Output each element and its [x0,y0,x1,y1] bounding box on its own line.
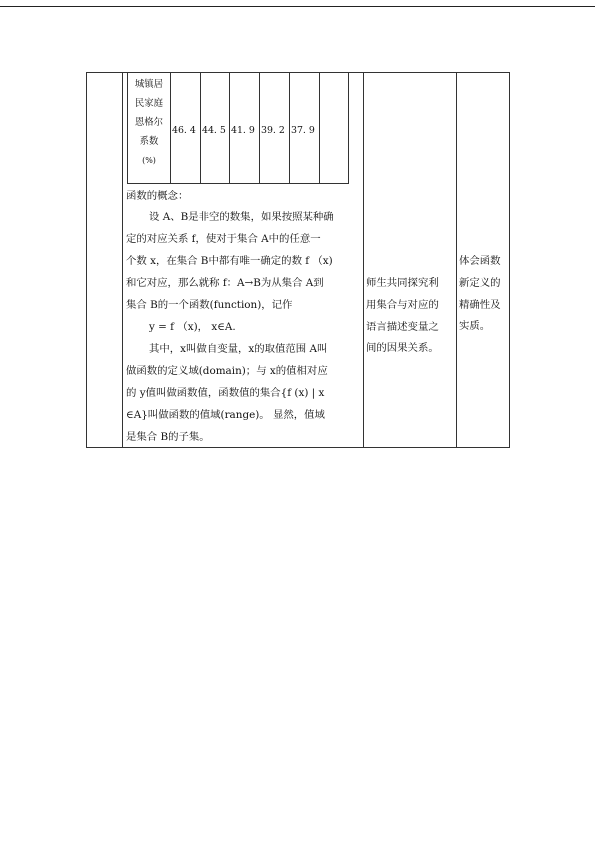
concept-line: ∈A}叫做函数的值域(range)。 显然，值域 [126,409,325,421]
intent-column: 体会函数 新定义的 精确性及 实质。 [459,255,501,333]
table-col-line-2 [122,72,123,448]
engel-value: 41. 9 [231,125,255,136]
concept-formula: y = f （x)， x∈A. [149,321,236,333]
concept-line: 其中，x叫做自变量，x的取值范围 A叫 [149,343,328,355]
activity-column: 师生共同探究利 用集合与对应的 语言描述变量之 间的因果关系。 [366,277,439,355]
engel-value: 39. 2 [261,125,285,136]
concept-line: 的 y值叫做函数值，函数值的集合{f (x) | x [126,387,325,399]
concept-line: 集合 B的一个函数(function)，记作 [126,299,293,311]
concept-line: 做函数的定义域(domain)；与 x的值相对应 [126,365,328,377]
engel-value: 44. 5 [202,125,226,136]
engel-value: 46. 4 [172,125,196,136]
engel-label: 城镇居 民家庭 恩格尔 系数 (%) [134,79,164,165]
table-top-border [86,72,510,73]
concept-line: 和它对应，那么就称 f：A→B为从集合 A到 [126,277,324,289]
table-col-line-4 [456,72,457,448]
concept-heading: 函数的概念： [126,190,189,202]
concept-line: 设 A、B是非空的数集，如果按照某种确 [149,211,334,223]
table-col-line-3 [363,72,364,448]
concept-line: 个数 x，在集合 B中都有唯一确定的数 f （x) [126,255,333,267]
table-col-line-1 [86,72,87,448]
concept-line: 定的对应关系 f，使对于集合 A中的任意一 [126,233,321,245]
table-col-line-5 [509,72,510,448]
engel-value: 37. 9 [291,125,315,136]
concept-line: 是集合 B的子集。 [126,431,210,443]
header-rule [0,6,595,7]
